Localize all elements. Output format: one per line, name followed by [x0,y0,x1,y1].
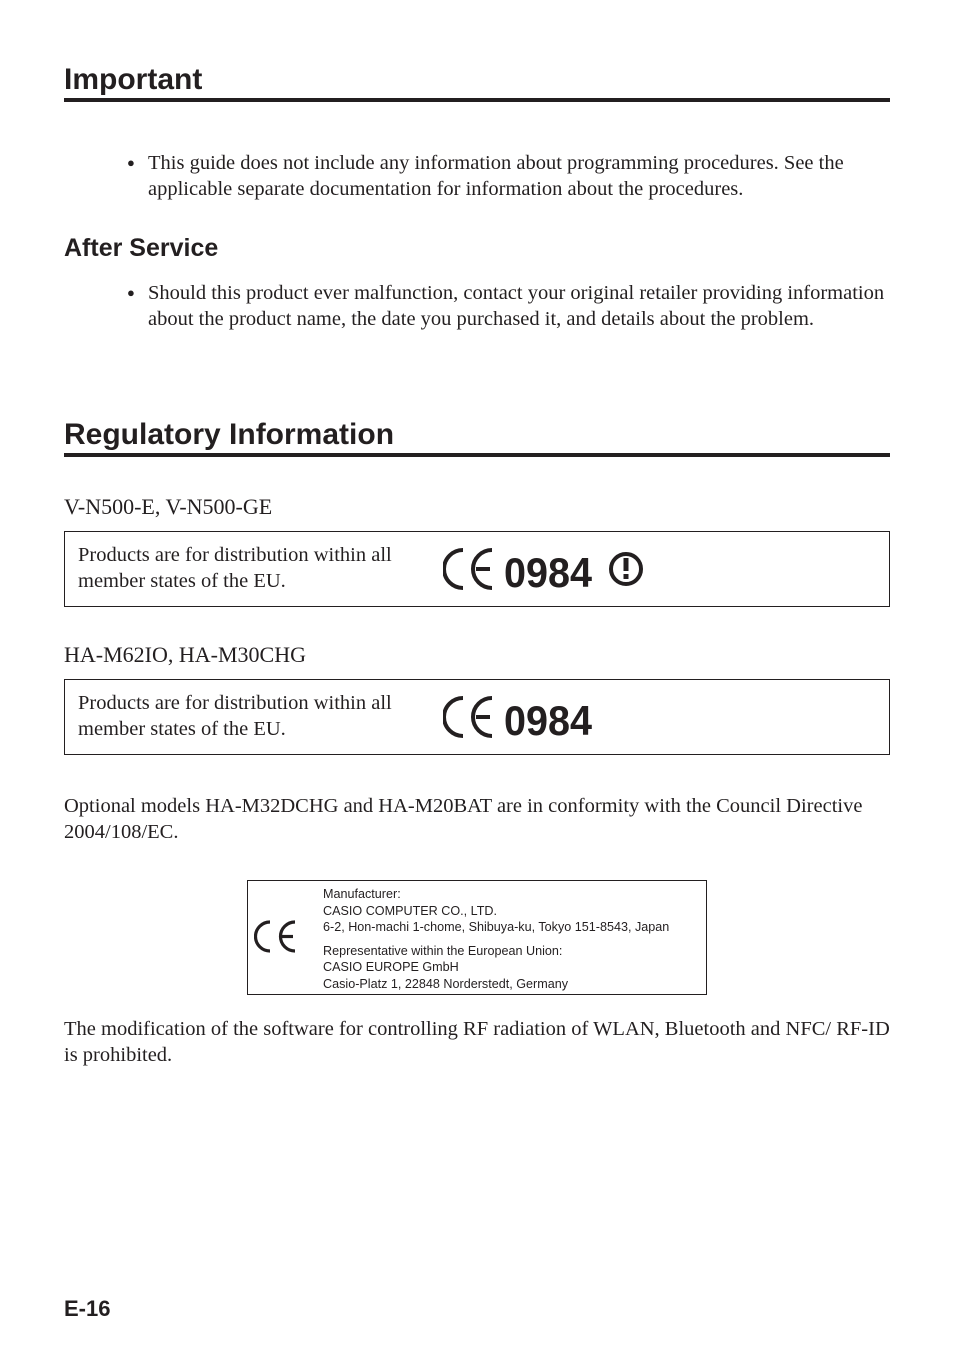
manufacturer-name: CASIO COMPUTER CO., LTD. [323,903,497,918]
notified-body-number: 0984 [504,549,593,594]
ce-marking-icon [443,694,643,742]
after-service-bullet-item [127,280,888,332]
representative-label: Representative within the European Union: [323,943,563,958]
section-heading-important: Important [64,62,890,102]
manufacturer-info [323,886,708,992]
manufacturer-label: Manufacturer: [323,887,401,901]
section-heading-regulatory: Regulatory Information [64,417,890,457]
section-heading-after-service: After Service [64,234,219,262]
exclamation-circle-icon [611,554,641,584]
bullet-dot: ● [127,155,135,170]
eu-distribution-text-1: Products are for distribution within all member states of the EU. [78,544,392,592]
notified-body-number: 0984 [504,697,593,742]
eu-distribution-box-1 [64,531,890,607]
manufacturer-box [247,880,707,995]
ce-marking-icon [254,919,304,955]
important-bullet-text: This guide does not include any information about programming procedures. See the applicable separate documentation for information about the procedures. [148,152,844,200]
page-number: E-16 [64,1296,111,1321]
eu-distribution-text-2: Products are for distribution within all member states of the EU. [78,692,392,740]
bullet-dot: ● [127,285,135,300]
after-service-bullet-text: Should this product ever malfunction, contact your original retailer providing information about the product name, the date you purchased it, and details about the problem. [148,282,885,330]
optional-models-text: Optional models HA-M32DCHG and HA-M20BAT are in conformity with the Council Directive 2004/108/EC. [64,795,863,843]
representative-address: Casio-Platz 1, 22848 Norderstedt, Germany [323,976,568,991]
model-list-1: V-N500-E, V-N500-GE [64,494,273,519]
ce-marking-with-alert-icon [443,546,723,594]
manufacturer-address: 6-2, Hon-machi 1-chome, Shibuya-ku, Tokyo 151-8543, Japan [323,920,670,934]
eu-distribution-box-2 [64,679,890,755]
important-bullet-item [127,150,888,202]
representative-name: CASIO EUROPE GmbH [323,960,459,974]
model-list-2: HA-M62IO, HA-M30CHG [64,642,306,667]
modification-notice: The modification of the software for controlling RF radiation of WLAN, Bluetooth and NFC/ RF-ID is prohibited. [64,1018,890,1066]
